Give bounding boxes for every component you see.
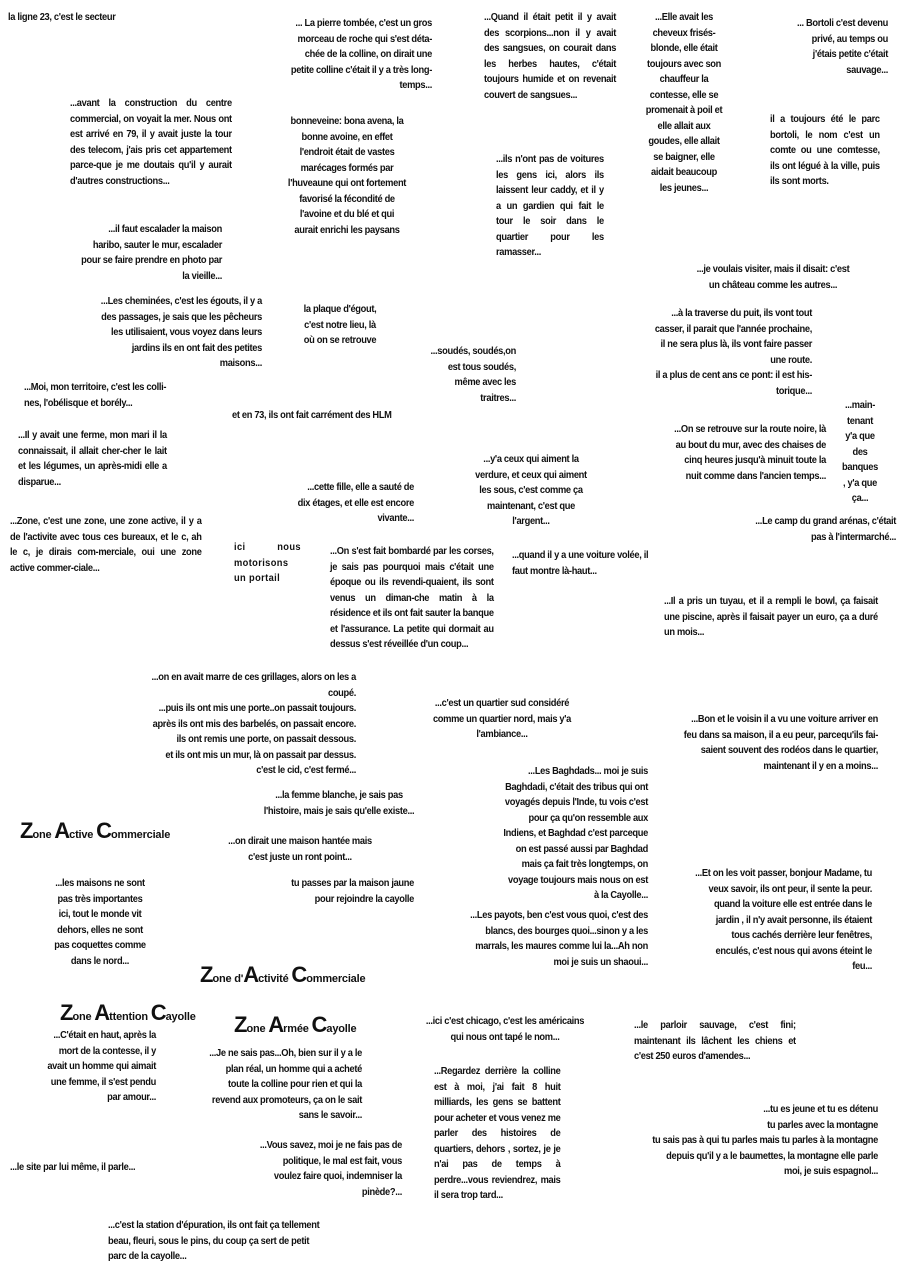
quote-mon-territoire: ...Moi, mon territoire, c'est les colli- nes, l'obélisque et borély... bbox=[24, 382, 167, 409]
quote-soudes: ...soudés, soudés,on est tous soudés, même avec les traitres... bbox=[430, 346, 516, 404]
quote-maintenant-banques: ...main- tenant y'a que des banques , y'a que ça... bbox=[842, 400, 878, 504]
quote-hlm: et en 73, ils ont fait carrément des HLM bbox=[232, 410, 392, 421]
quote-grillages: ...on en avait marre de ces grillages, alors on les a coupé. ...puis ils ont mis une porte..on passait toujours. après ils ont mis des barbelés, on passait encore. ils ont remis une porte, on passait dessous. et ils ont mis un mur, là on passait par dessus. c'est le cid, c'est fermé... bbox=[151, 672, 356, 776]
title-zone-armee-cayolle: Zone Armée Cayolle bbox=[234, 1012, 357, 1037]
quote-mort-contesse: ...C'était en haut, après la mort de la contesse, il y avait un homme qui aimait une femme, il s'est pendu par amour... bbox=[47, 1030, 156, 1103]
quote-maison-hantee: ...on dirait une maison hantée mais c'est juste un ront point... bbox=[228, 836, 372, 863]
quote-tu-es-jeune: ...tu es jeune et tu es détenu tu parles avec la montagne tu sais pas à qui tu parles mais tu parles à la montagne depuis qu'il y a le baumettes, la montagne elle parle moi, je suis espagnol... bbox=[652, 1104, 878, 1177]
quote-verdure: ...y'a ceux qui aiment la verdure, et ceux qui aiment les sous, c'est comme ça maintenant, c'est que l'argent... bbox=[475, 454, 587, 527]
quote-parloir-sauvage: ...le parloir sauvage, c'est fini; maintenant ils lâchent les chiens et c'est 250 euros d'amendes... bbox=[634, 1020, 796, 1062]
quote-pas-de-voitures: ...ils n'ont pas de voitures les gens ici, alors ils laissent leur caddy, et il y a un gardien qui fait le tour le soir dans le quartier pour les ramasser... bbox=[496, 154, 604, 258]
quote-bonneveine: bonneveine: bona avena, la bonne avoine, en effet l'endroit était de vastes marécages formés par l'huveaune qui ont fortement favorisé la fécondité de l'avoine et du blé et qui aurait enrichi les paysans bbox=[287, 116, 407, 236]
quote-bortoli-prive: ... Bortoli c'est devenu privé, au temps ou j'étais petite c'était sauvage... bbox=[796, 18, 888, 76]
quote-ferme: ...Il y avait une ferme, mon mari il la connaissait, il allait cher-cher le lait et les légumes, un après-midi elle a disparue... bbox=[18, 430, 167, 488]
quote-cette-fille: ...cette fille, elle a sauté de dix étages, et elle est encore vivante... bbox=[297, 482, 414, 524]
quote-traverse-du-puit: ...à la traverse du puit, ils vont tout casser, il parait que l'année prochaine, il ne sera plus là, ils vont faire passer une route. il a plus de cent ans ce pont: il est his- torique... bbox=[654, 308, 812, 397]
quote-pierre-tombee: ... La pierre tombée, c'est un gros morceau de roche qui s'est déta- chée de la colline, on dirait une petite colline c'était il y a très long- temps... bbox=[290, 18, 432, 91]
quote-quartier-sud: ...c'est un quartier sud considéré comme un quartier nord, mais y'a l'ambiance... bbox=[432, 698, 572, 740]
quote-route-noire: ...On se retrouve sur la route noire, là au bout du mur, avec des chaises de cinq heures jusqu'à minuit toute la nuit comme dans l'ancien temps... bbox=[674, 424, 826, 482]
quote-maison-jaune: tu passes par la maison jaune pour rejoindre la cayolle bbox=[291, 878, 414, 905]
quote-centre-commercial: ...avant la construction du centre commercial, on voyait la mer. Nous ont est arrivé en 79, il y avait juste la tour des telecom, j'ais pris cet appartement parce-que je me doutais qu'il y aurait d'autres constructions... bbox=[70, 98, 232, 187]
quote-quand-il-etait-petit: ...Quand il était petit il y avait des scorpions...non il y avait des sangsues, on courait dans les herbes hautes, c'était toujours humide et on revenait couvert de sangsues... bbox=[484, 12, 617, 101]
title-zone-attention-cayolle: Zone Attention Cayolle bbox=[60, 1000, 196, 1025]
quote-plan-real: ...Je ne sais pas...Oh, bien sur il y a le plan réal, un homme qui a acheté toute la colline pour rien et qui la revend aux promoteurs, ça on le sait sans le savoir... bbox=[209, 1048, 362, 1121]
quote-zone-active: ...Zone, c'est une zone, une zone active, il y a de l'activite avec tous ces bureaux, et le c, ah le c, je dirais com-merciale, oui une zone active commer-ciale... bbox=[10, 516, 202, 574]
quote-baghdads: ...Les Baghdads... moi je suis Baghdadi, c'était des tribus qui ont voyagés depuis l'Inde, tu vois c'est pour ça qu'on ressemble aux Indiens, et Baghdad c'est parceque on est passé aussi par Baghdad mais ça fait très longtemps, on voyage toujours mais nous on est à la Cayolle... bbox=[503, 766, 648, 901]
quote-chicago: ...ici c'est chicago, c'est les américains qui nous ont tapé le nom... bbox=[425, 1016, 585, 1043]
quote-voisin: ...Bon et le voisin il a vu une voiture arriver en feu dans sa maison, il a eu peur, parcequ'ils fai- saient souvent des rodéos dans le quartier, maintenant il y en a moins... bbox=[683, 714, 878, 772]
quote-motorisons: ici nous motorisons un portail bbox=[234, 542, 301, 584]
quote-regardez-derriere: ...Regardez derrière la colline est à moi, j'ai fait 8 huit milliards, les gens se battent pour acheter et vous venez me parler des histoires de quartiers, dehors , sortez, je je n'ai pas de temps à perdre...vous reviendrez, mais il sera trop tard... bbox=[434, 1066, 561, 1201]
quote-ligne-23: la ligne 23, c'est le secteur bbox=[8, 12, 116, 23]
quote-voiture-volee: ...quand il y a une voiture volée, il faut montre là-haut... bbox=[512, 550, 649, 577]
quote-maison-haribo: ...il faut escalader la maison haribo, sauter le mur, escalader pour se faire prendre en photo par la vieille... bbox=[81, 224, 222, 282]
quote-femme-blanche: ...la femme blanche, je sais pas l'histoire, mais je sais qu'elle existe... bbox=[263, 790, 415, 817]
quote-bombarde: ...On s'est fait bombardé par les corses, je sais pas pourquoi mais c'était une époque ou ils revendi-quaient, ils sont venus un diman-che matin à la résidence et ils ont fait sauter la banque et l'assurance. La petite qui dormait au dessus s'est réveillée d'un coup... bbox=[330, 546, 494, 650]
quote-le-site: ...le site par lui même, il parle... bbox=[10, 1162, 136, 1173]
quote-tuyau-bowl: ...Il a pris un tuyau, et il a rempli le bowl, ça faisait une piscine, après il faisait payer un euro, ça a duré un mois... bbox=[664, 596, 878, 638]
quote-cheveux-frises: ...Elle avait les cheveux frisés- blonde, elle était toujours avec son chauffeur la contesse, elle se promenait à poil et elle allait aux goudes, elle allait se baigner, elle aidait beaucoup les jeunes... bbox=[645, 12, 723, 194]
title-zone-active-commerciale: Zone Active Commerciale bbox=[20, 818, 171, 843]
quote-maisons-pas-importantes: ...les maisons ne sont pas très importantes ici, tout le monde vit dehors, elles ne sont pas coquettes comme dans le nord... bbox=[54, 878, 146, 967]
quote-station-epuration: ...c'est la station d'épuration, ils ont fait ça tellement beau, fleuri, sous le pins, du coup ça sert de petit parc de la cayolle... bbox=[108, 1220, 320, 1262]
quote-cheminees: ...Les cheminées, c'est les égouts, il y a des passages, je sais que les pêcheurs les utilisaient, vous voyez dans leurs jardins ils en ont fait des petites maisons... bbox=[100, 296, 262, 369]
quote-plaque-egout: la plaque d'égout, c'est notre lieu, là où on se retrouve bbox=[303, 304, 377, 346]
quote-camp-grand-arenas: ...Le camp du grand arénas, c'était pas à l'intermarché... bbox=[755, 516, 896, 543]
quote-parc-bortoli: il a toujours été le parc bortoli, le nom c'est un comte ou une comtesse, ils ont légué à la ville, puis ils sont morts. bbox=[770, 114, 880, 187]
quote-payots: ...Les payots, ben c'est vous quoi, c'est des blancs, des bourges quoi...sinon y a les marrals, les maures comme lui la...Ah non moi je suis un shaoui... bbox=[470, 910, 648, 968]
quote-politique: ...Vous savez, moi je ne fais pas de politique, le mal est fait, vous voulez faire quoi, indemniser la pinède?... bbox=[259, 1140, 402, 1198]
title-zone-activite-commerciale: Zone d'Activité Commerciale bbox=[200, 962, 366, 987]
quote-on-les-voit-passer: ...Et on les voit passer, bonjour Madame, tu veux savoir, ils ont peur, il sente la peur. quand la voiture elle est entrée dans le jardin , il n'y avait personne, ils étaient tous cachés derrière leur fenêtres, enculés, c'est nous qui avons éteint le feu... bbox=[695, 868, 872, 972]
quote-chateau: ...je voulais visiter, mais il disait: c'est un château comme les autres... bbox=[696, 264, 850, 291]
